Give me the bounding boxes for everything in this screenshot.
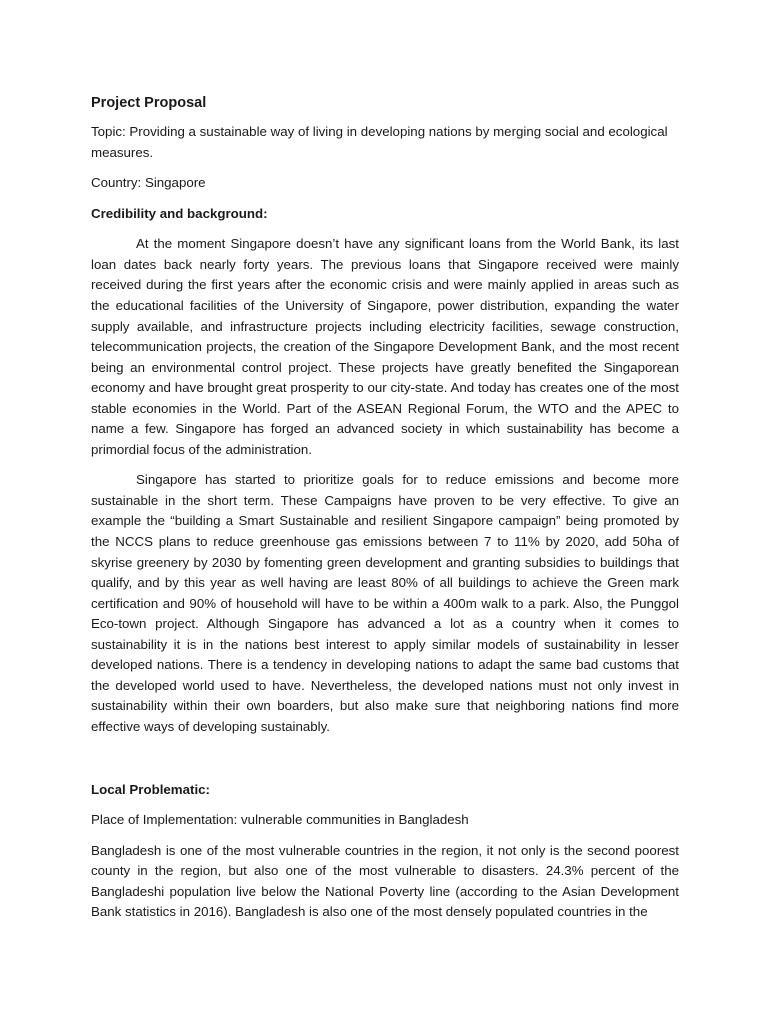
local-problematic-heading: Local Problematic: <box>91 781 210 797</box>
section-spacer <box>91 748 679 780</box>
country-line: Country: Singapore <box>91 175 206 191</box>
topic-line: Topic: Providing a sustainable way of living in developing nations by merging social and ecological measures. <box>91 124 668 160</box>
document-title: Project Proposal <box>91 95 207 111</box>
paragraph-background: At the moment Singapore doesn’t have any significant loans from the World Bank, its last loan dates back nearly forty years. The previous loans that Singapore received were mainly received during the first years after the economic crisis and were mainly applied in areas such as the educational facilities of the University of Singapore, power distribution, expanding the water supply available, and infrastructure projects including electricity facilities, sewage construction, telecommunication projects, the creation of the Singapore Development Bank, and the most recent being an environmental control project. These projects have greatly benefited the Singaporean economy and have brought great prosperity to our city-state. And today has creates one of the most stable economies in the World. Part of the ASEAN Regional Forum, the WTO and the APEC to name a few. Singapore has forged an advanced society in which sustainability has become a primordial focus of the administration. <box>91 236 679 457</box>
document-page <box>91 92 679 933</box>
paragraph-sustainability: Singapore has started to prioritize goals for to reduce emissions and become more sustainable in the short term. These Campaigns have proven to be very effective. To give an example the “building a Smart Sustainable and resilient Singapore campaign” being promoted by the NCCS plans to reduce greenhouse gas emissions between 7 to 11% by 2020, add 50ha of skyrise greenery by 2030 by fomenting green development and granting subsidies to buildings that qualify, and by this year as well having are least 80% of all buildings to achieve the Green mark certification and 90% of household will have to be within a 400m walk to a park. Also, the Punggol Eco-town project. Although Singapore has advanced a lot as a country when it comes to sustainability it is in the nations best interest to apply similar models of sustainability in lesser developed nations. There is a tendency in developing nations to adapt the same bad customs that the developed world used to have. Nevertheless, the developed nations must not only invest in sustainability within their own boarders, but also make sure that neighboring nations find more effective ways of developing sustainably. <box>91 472 679 734</box>
credibility-heading: Credibility and background: <box>91 205 268 221</box>
paragraph-bangladesh: Bangladesh is one of the most vulnerable countries in the region, it not only is the second poorest county in the region, but also one of the most vulnerable to disasters. 24.3% percent of the Bangladeshi population live below the National Poverty line (according to the Asian Development Bank statistics in 2016). Bangladesh is also one of the most densely populated countries in the <box>91 842 679 920</box>
place-of-implementation: Place of Implementation: vulnerable communities in Bangladesh <box>91 812 469 828</box>
